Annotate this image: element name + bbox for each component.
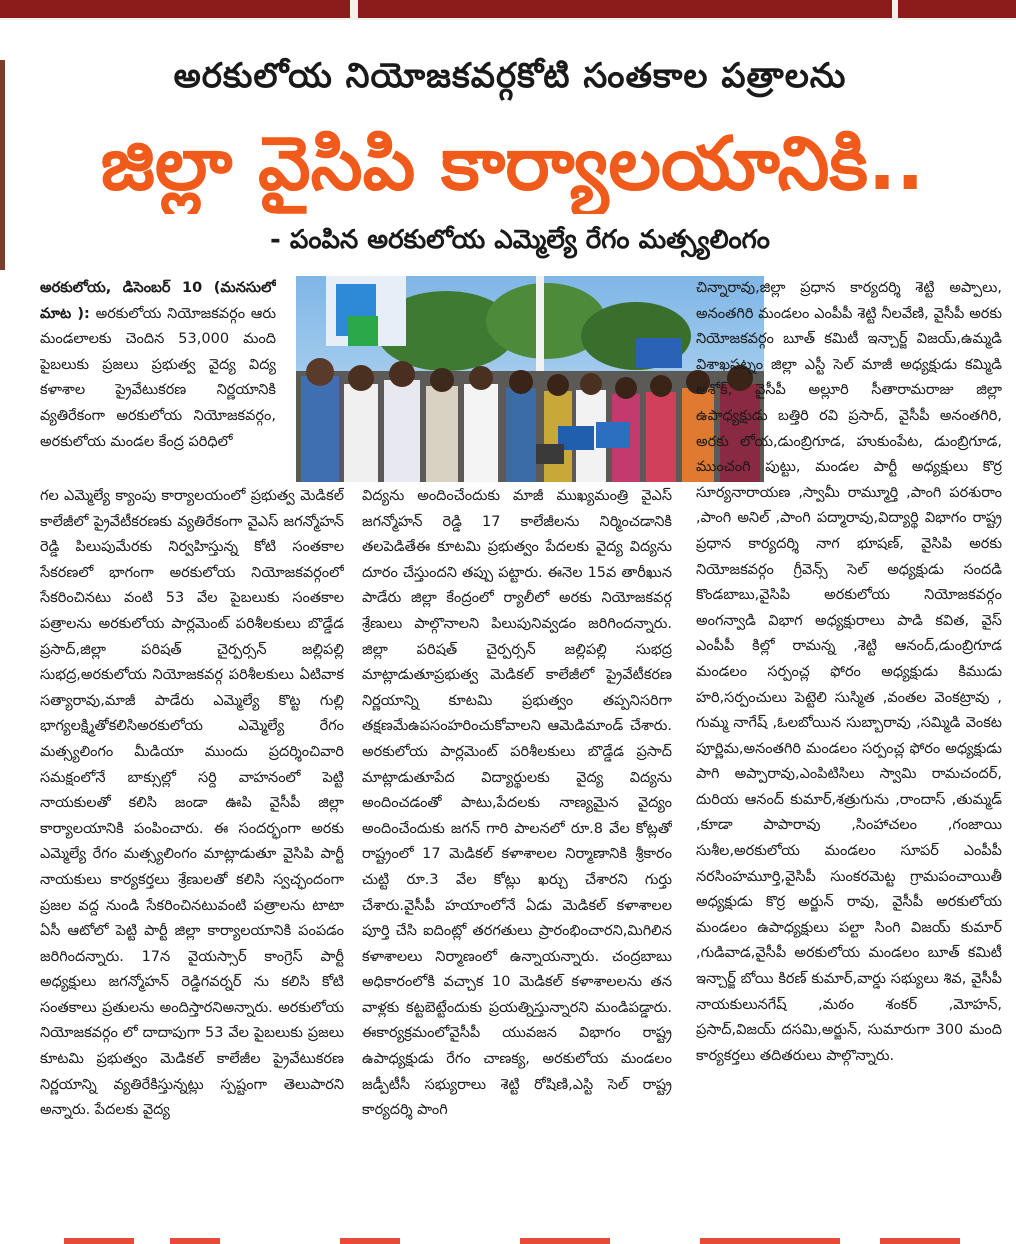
headline-kicker: అరకులోయ నియోజకవర్గకోటి సంతకాల పత్రాలను — [173, 56, 847, 96]
masthead-band-center — [358, 0, 892, 18]
subheadline: - పంపిన అరకులోయ ఎమ్మెల్యే రేగం మత్స్యలింగం — [269, 225, 770, 255]
headline: జిల్లా వైసిపి కార్యాలయానికి.. — [100, 121, 925, 207]
masthead-band-left — [0, 0, 350, 18]
article-column-1: గల ఎమ్మెల్యే క్యాంపు కార్యాలయంలో ప్రభుత్వ మెడికల్ కాలేజీలో ప్రైవేటీకరణకు వ్యతిరేకంగా వైఎస్ జగన్మోహన్ రెడ్డి పిలుపుమేరకు నిర్వహిస్తున్న కోటి సంతకాల సేకరణలో భాగంగా అరకులోయ నియోజకవర్గంలో సేకరించినటు వంటి 53 వేల పైబలుకు సంతకాల పత్రాలను అరకులోయ పార్లమెంట్ పరిశీలకులు బొడ్డేడ ప్రసాద్,జిల్లా పరిషత్ చైర్పర్సన్ జల్లిపల్లి సుభద్ర,అరకులోయ నియోజకవర్గ పరిశీలకులు ఏటివాక సత్యారావు,మాజీ పాడేరు ఎమ్మెల్యే కొట్ట గుల్లి భాగ్యలక్ష్మితోకలిసిఅరకులోయ ఎమ్మెల్యే రేగం మత్స్యలింగం మీడియా ముందు ప్రదర్శించివారి సమక్షంలోనే బాక్సుల్లో సర్ది వాహనంలో పెట్టి నాయకులతో కలిసి జండా ఊపి వైసీపీ జిల్లా కార్యాలయానికి పంపించారు. ఈ సందర్భంగా అరకు ఎమ్మెల్యే రేగం మత్స్యలింగం మాట్లాడుతూ వైసిపి పార్టీ నాయకులు కార్యకర్తలు శ్రేణులతో కలిసి స్వచ్ఛందంగా ప్రజల వద్ద నుండి సేకరించినటువంటి పత్రాలను టాటా ఏసీ ఆటోలో పెట్టి పార్టీ జిల్లా కార్యాలయానికి పంపడం జరిగిందన్నారు. 17న వైయస్సార్ కాంగ్రెస్ పార్టీ అధ్యక్షులు జగన్మోహన్ రెడ్డిగవర్నర్ ను కలిసి కోటి సంతకాలు ప్రతులను అందిస్తారనిఅన్నారు. అరకులోయ నియోజకవర్గం లో దాదాపుగా 53 వేల పైబలుకు ప్రజలు కూటమి ప్రభుత్వం మెడికల్ కాలేజీల ప్రైవేటుకరణ నిర్ణయాన్ని వ్యతిరేకిస్తున్నట్లు స్పష్టంగా తెలుపారని అన్నారు. పేదలకు వైద్య — [40, 488, 344, 1119]
article-text: అరకులోయ నియోజకవర్గం ఆరు మండలాలకు చెందిన 53,000 మంది పైబలుకు ప్రజలు ప్రభుత్వ వైద్య విద్య కళాశాల ప్రైవేటుకరణ నిర్ణయానికి వ్యతిరేకంగా అరకులోయ నియోజకవర్గం, అరకులోయ మండల కేంద్ర పరిధిలో — [40, 305, 276, 450]
article-column-3: చిన్నారావు,జిల్లా ప్రధాన కార్యదర్శి శెట్టి అప్పాలు, అనంతగిరి మండలం ఎంపీపీ శెట్టి నీలవేణి, వైసీపీ అరకు నియోజకవర్గం బూత్ కమిటీ ఇన్చార్జ్ విజయ్,ఉమ్మడి విశాఖపట్నం జిల్లా ఎస్టీ సెల్ మాజీ అధ్యక్షుడు కమ్మిడి అశోక్, వైసీపీ అల్లూరి సీతారామరాజు జిల్లా ఉపాధ్యక్షుడు బత్తిరి రవి ప్రసాద్, వైసీపీ అనంతగిరి, అరకు లోయ,డుంబ్రిగూడ, హుకుంపేట, డుంబ్రిగూడ, ముంచంగి పుట్టు, మండల పార్టీ అధ్యక్షులు కొర్ర సూర్యనారాయణ ,స్వామీ రామ్మూర్తి ,పాంగి పరశురాం ,పాంగి అనిల్ ,పాంగి పద్మారావు,విద్యార్థి విభాగం రాష్ట్ర ప్రధాన కార్యదర్శి నాగ భూషణ్, వైసిపి అరకు నియోజకవర్గం గ్రీవెన్స్ సెల్ అధ్యక్షుడు సందడి కొండబాబు,వైసిపి అరకులోయ నియోజకవర్గం అంగన్వాడి విభాగ అధ్యక్షురాలు పాడి కవిత, వైస్ ఎంపీపీ కిల్లో రామన్న ,శెట్టి ఆనంద్,డుంబ్రిగూడ మండలం సర్పంచ్ల ఫోరం అధ్యక్షుడు కిముడు హరి,సర్పంచులు పెట్టెలి సుస్మిత ,వంతల వెంకట్రావు , గుమ్మ నాగేష్ ,ఓలబోయిన సుబ్బారావు ,సమ్మిడి వెంకట పూర్ణిమ,అనంతగిరి మండలం సర్పంచ్ల ఫోరం అధ్యక్షుడు పాగి అప్పారావు,ఎంపిటిసిలు స్వామి రామచందర్, దురియ ఆనంద్ కుమార్,శత్రుగును ,రాందాస్ ,తుమ్మడ్ ,కూడా పాపారావు ,సింహాచలం ,గంజాయి సుశీల,అరకులోయ మండలం సూపర్ ఎంపీపీ నరసింహమూర్తి,వైసిపీ సుంకరమెట్ట గ్రామపంచాయితీ అధ్యక్షుడు కొర్ర అర్జున్ రావు, వైసీపీ అరకులోయ మండలం ఉపాధ్యక్షులు పల్టా సింగి విజయ్ కుమార్ ,గుడివాడ,వైసీపీ అరకులోయ మండలం బూత్ కమిటీ ఇన్చార్జ్ బోయి కిరణ్ కుమార్,వార్డు సభ్యులు శివ, వైసీపీ నాయకులునగేష్ ,మఠం శంకర్ ,మోహన్, ప్రసాద్,విజయ్ దసమి,అర్జున్, సుమారుగా 300 మంది కార్యకర్తలు తదితరులు పాల్గొన్నారు. — [696, 280, 1002, 1064]
masthead-strip — [0, 0, 1016, 20]
article-column-1-top — [40, 276, 276, 466]
dateline: అరకులోయ, డిసెంబర్ 10 (మనసులో మాట ): — [40, 280, 276, 322]
cutoff-headline-shapes — [0, 1226, 1016, 1244]
adjacent-page-edge — [0, 60, 5, 270]
masthead-band-right — [898, 0, 1016, 18]
article-column-2: విద్యను అందించేందుకు మాజీ ముఖ్యమంత్రి వైఎస్ జగన్మోహన్ రెడ్డి 17 కాలేజీలను నిర్మించడానికి తలపెడితేఈ కూటమి ప్రభుత్వం పేదలకు వైద్య విద్యను దూరం చేస్తుందని తప్పు పట్టారు. ఈనెల 15వ తారీఖున పాడేరు జిల్లా కేంద్రంలో ర్యాలీలో అరకు నియోజకవర్గ శ్రేణులు పాల్గొనాలని పిలుపునివ్వడం జరిగిందన్నారు. జిల్లా పరిషత్ చైర్పర్సన్ జల్లిపల్లి సుభద్ర మాట్లాడుతూప్రభుత్వ మెడికల్ కాలేజీలో ప్రైవేటీకరణ నిర్ణయాన్ని కూటమి ప్రభుత్వం తప్పనిసరిగా తక్షణమేఉపసంహరించుకోవాలని ఆమెడిమాండ్ చేశారు. అరకులోయ పార్లమెంట్ పరిశీలకులు బొడ్డేడ ప్రసాద్ మాట్లాడుతూపేద విద్యార్థులకు వైద్య విద్యను అందించడంతో పాటు,పేదలకు నాణ్యమైన వైద్యం అందించేందుకు జగన్ గారి పాలనలో రూ.8 వేల కోట్లతో రాష్ట్రంలో 17 మెడికల్ కళాశాలల నిర్మాణానికి శ్రీకారం చుట్టి రూ.3 వేల కోట్లు ఖర్చు చేశారని గుర్తు చేశారు.వైసీపీ హయాంలోనే ఏడు మెడికల్ కళాశాలల పూర్తి చేసి ఐదింట్లో తరగతులు ప్రారంభించారని,మిగిలిన కళాశాలలు నిర్మాణంలో ఉన్నాయన్నారు. చంద్రబాబు అధికారంలోకి వచ్చాక 10 మెడికల్ కళాశాలలను తన వాళ్లకు కట్టబెట్టేందుకు ప్రయత్నిస్తున్నారని మండిపడ్డారు. ఈకార్యక్రమంలోవైసీపీ యువజన విభాగం రాష్ట్ర ఉపాధ్యక్షుడు రేగం చాణక్య, అరకులోయ మండలం జడ్పీటీసీ సభ్యురాలు శెట్టి రోషిణి,ఎస్టి సెల్ రాష్ట్ర కార్యదర్శి పాంగి — [362, 488, 672, 1119]
crowd-photo-illustration — [296, 276, 764, 482]
next-headline-cutoff — [0, 1226, 1016, 1244]
news-photo — [296, 276, 764, 482]
